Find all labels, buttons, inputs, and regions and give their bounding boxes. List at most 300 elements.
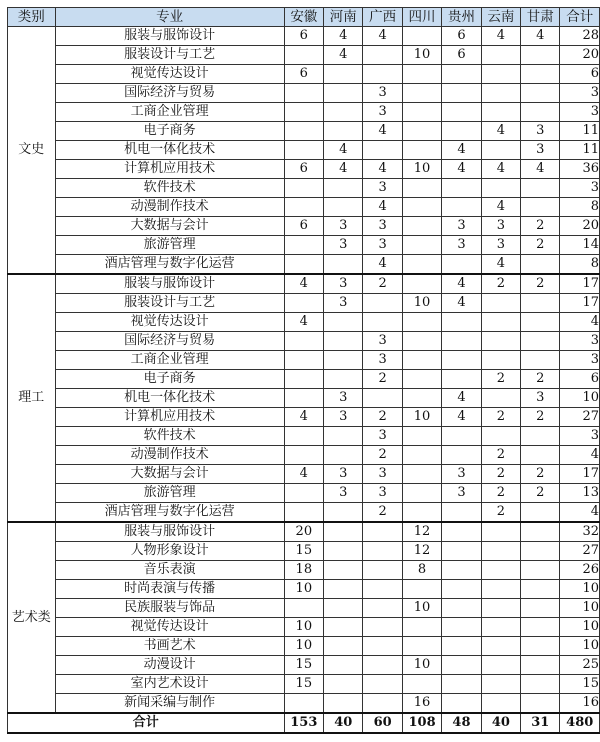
count-cell (521, 84, 560, 103)
count-cell (442, 179, 481, 198)
count-cell (363, 294, 402, 313)
count-cell: 4 (481, 255, 520, 275)
count-cell (402, 141, 441, 160)
count-cell (442, 198, 481, 217)
count-cell (324, 503, 363, 523)
count-cell (481, 65, 520, 84)
major-cell: 动漫制作技术 (55, 198, 284, 217)
count-cell: 4 (363, 122, 402, 141)
major-cell: 计算机应用技术 (55, 408, 284, 427)
count-cell (402, 675, 441, 694)
count-cell (284, 198, 323, 217)
count-cell (521, 332, 560, 351)
count-cell (324, 65, 363, 84)
count-cell (481, 694, 520, 714)
count-cell (442, 542, 481, 561)
count-cell (442, 370, 481, 389)
table-row (8, 179, 600, 198)
count-cell (324, 656, 363, 675)
count-cell (481, 675, 520, 694)
table-row (8, 351, 600, 370)
major-cell: 国际经济与贸易 (55, 84, 284, 103)
count-cell (442, 637, 481, 656)
count-cell (324, 351, 363, 370)
count-cell: 4 (442, 389, 481, 408)
count-cell (481, 637, 520, 656)
major-cell: 人物形象设计 (55, 542, 284, 561)
table-row (8, 313, 600, 332)
count-cell (442, 332, 481, 351)
count-cell: 4 (481, 198, 520, 217)
count-cell (284, 351, 323, 370)
row-total-cell: 10 (560, 599, 600, 618)
count-cell: 2 (481, 484, 520, 503)
count-cell (481, 580, 520, 599)
count-cell (324, 179, 363, 198)
major-cell: 酒店管理与数字化运营 (55, 255, 284, 275)
table-row (8, 522, 600, 542)
count-cell: 3 (363, 84, 402, 103)
count-cell: 2 (363, 370, 402, 389)
count-cell: 4 (481, 122, 520, 141)
count-cell (521, 599, 560, 618)
count-cell (521, 675, 560, 694)
table-row (8, 427, 600, 446)
row-total-cell: 10 (560, 580, 600, 599)
count-cell: 3 (363, 465, 402, 484)
count-cell: 2 (481, 408, 520, 427)
count-cell: 3 (442, 236, 481, 255)
count-cell (481, 294, 520, 313)
count-cell (284, 255, 323, 275)
major-cell: 大数据与会计 (55, 217, 284, 236)
major-cell: 时尚表演与传播 (55, 580, 284, 599)
count-cell (284, 236, 323, 255)
table-row (8, 637, 600, 656)
count-cell: 10 (402, 656, 441, 675)
count-cell: 4 (324, 27, 363, 46)
count-cell (521, 255, 560, 275)
table-row (8, 675, 600, 694)
count-cell: 3 (521, 122, 560, 141)
major-cell: 服装设计与工艺 (55, 46, 284, 65)
row-total-cell: 14 (560, 236, 600, 255)
major-cell: 视觉传达设计 (55, 618, 284, 637)
count-cell: 4 (363, 255, 402, 275)
count-cell (324, 580, 363, 599)
count-cell: 4 (324, 141, 363, 160)
count-cell: 3 (363, 427, 402, 446)
row-total-cell: 4 (560, 313, 600, 332)
count-cell (284, 332, 323, 351)
header-category: 类别 (8, 8, 56, 27)
count-cell (481, 46, 520, 65)
count-cell: 4 (521, 160, 560, 179)
major-cell: 国际经济与贸易 (55, 332, 284, 351)
count-cell: 3 (442, 484, 481, 503)
row-total-cell: 10 (560, 637, 600, 656)
row-total-cell: 10 (560, 618, 600, 637)
table-row (8, 141, 600, 160)
major-cell: 电子商务 (55, 370, 284, 389)
count-cell: 4 (363, 160, 402, 179)
row-total-cell: 8 (560, 255, 600, 275)
count-cell (402, 637, 441, 656)
count-cell (324, 618, 363, 637)
count-cell: 4 (324, 160, 363, 179)
table-row (8, 580, 600, 599)
count-cell (324, 255, 363, 275)
count-cell: 10 (402, 160, 441, 179)
count-cell: 3 (324, 294, 363, 313)
grand-total-cell: 40 (481, 713, 520, 733)
row-total-cell: 3 (560, 84, 600, 103)
count-cell: 4 (284, 465, 323, 484)
table-row (8, 618, 600, 637)
count-cell: 12 (402, 522, 441, 542)
count-cell (442, 618, 481, 637)
table-row (8, 294, 600, 313)
count-cell: 10 (284, 580, 323, 599)
count-cell (521, 580, 560, 599)
count-cell (402, 217, 441, 236)
row-total-cell: 27 (560, 408, 600, 427)
count-cell (324, 370, 363, 389)
count-cell (521, 65, 560, 84)
count-cell (402, 351, 441, 370)
count-cell: 4 (521, 27, 560, 46)
row-total-cell: 6 (560, 370, 600, 389)
major-cell: 工商企业管理 (55, 103, 284, 122)
count-cell: 2 (363, 446, 402, 465)
row-total-cell: 25 (560, 656, 600, 675)
count-cell (481, 332, 520, 351)
count-cell: 3 (442, 465, 481, 484)
count-cell (284, 141, 323, 160)
major-cell: 机电一体化技术 (55, 389, 284, 408)
row-total-cell: 26 (560, 561, 600, 580)
count-cell (284, 122, 323, 141)
enrollment-plan-table-wrapper (7, 7, 600, 734)
count-cell (521, 313, 560, 332)
count-cell: 4 (442, 294, 481, 313)
count-cell (402, 484, 441, 503)
count-cell (402, 236, 441, 255)
count-cell (442, 656, 481, 675)
count-cell (402, 389, 441, 408)
count-cell: 4 (442, 141, 481, 160)
count-cell (284, 389, 323, 408)
count-cell (284, 427, 323, 446)
count-cell: 4 (442, 160, 481, 179)
count-cell (521, 198, 560, 217)
count-cell: 4 (284, 408, 323, 427)
count-cell (324, 599, 363, 618)
count-cell: 3 (324, 465, 363, 484)
count-cell (442, 694, 481, 714)
count-cell (324, 446, 363, 465)
table-row (8, 446, 600, 465)
count-cell: 3 (324, 408, 363, 427)
count-cell (442, 65, 481, 84)
count-cell: 4 (442, 408, 481, 427)
count-cell (481, 522, 520, 542)
header-column: 贵州 (442, 8, 481, 27)
header-major: 专业 (55, 8, 284, 27)
table-row (8, 465, 600, 484)
count-cell (521, 179, 560, 198)
table-row (8, 122, 600, 141)
count-cell: 2 (481, 446, 520, 465)
count-cell: 6 (284, 217, 323, 236)
count-cell: 2 (363, 408, 402, 427)
grand-total-cell: 60 (363, 713, 402, 733)
grand-total-row (8, 713, 600, 733)
count-cell (442, 561, 481, 580)
count-cell: 2 (481, 274, 520, 294)
count-cell: 15 (284, 675, 323, 694)
count-cell (481, 656, 520, 675)
count-cell (521, 694, 560, 714)
count-cell (284, 694, 323, 714)
count-cell (481, 599, 520, 618)
row-total-cell: 13 (560, 484, 600, 503)
count-cell: 10 (402, 294, 441, 313)
count-cell (363, 618, 402, 637)
major-cell: 音乐表演 (55, 561, 284, 580)
count-cell (402, 65, 441, 84)
count-cell (324, 332, 363, 351)
count-cell (442, 84, 481, 103)
row-total-cell: 20 (560, 217, 600, 236)
count-cell (521, 46, 560, 65)
grand-total-cell: 108 (402, 713, 441, 733)
row-total-cell: 3 (560, 179, 600, 198)
row-total-cell: 17 (560, 294, 600, 313)
count-cell: 3 (324, 389, 363, 408)
count-cell: 8 (402, 561, 441, 580)
count-cell (481, 103, 520, 122)
major-cell: 大数据与会计 (55, 465, 284, 484)
count-cell (402, 274, 441, 294)
count-cell: 2 (521, 370, 560, 389)
major-cell: 工商企业管理 (55, 351, 284, 370)
major-cell: 旅游管理 (55, 236, 284, 255)
row-total-cell: 27 (560, 542, 600, 561)
count-cell (481, 618, 520, 637)
row-total-cell: 20 (560, 46, 600, 65)
table-row (8, 503, 600, 523)
count-cell (284, 599, 323, 618)
count-cell: 3 (363, 351, 402, 370)
table-body (8, 27, 600, 734)
count-cell: 2 (521, 465, 560, 484)
count-cell: 3 (481, 217, 520, 236)
count-cell (363, 599, 402, 618)
table-row (8, 255, 600, 275)
count-cell: 2 (481, 465, 520, 484)
header-column: 甘肃 (521, 8, 560, 27)
count-cell (481, 389, 520, 408)
count-cell: 4 (284, 274, 323, 294)
count-cell: 3 (363, 217, 402, 236)
count-cell: 3 (363, 179, 402, 198)
major-cell: 动漫设计 (55, 656, 284, 675)
row-total-cell: 17 (560, 465, 600, 484)
count-cell: 4 (324, 46, 363, 65)
count-cell (402, 427, 441, 446)
count-cell: 3 (363, 484, 402, 503)
count-cell (481, 427, 520, 446)
count-cell: 6 (442, 27, 481, 46)
count-cell: 6 (284, 160, 323, 179)
major-cell: 电子商务 (55, 122, 284, 141)
table-row (8, 103, 600, 122)
count-cell (402, 580, 441, 599)
count-cell (521, 503, 560, 523)
count-cell (442, 580, 481, 599)
table-row (8, 656, 600, 675)
row-total-cell: 17 (560, 274, 600, 294)
table-row (8, 389, 600, 408)
major-cell: 书画艺术 (55, 637, 284, 656)
count-cell (284, 46, 323, 65)
table-row (8, 217, 600, 236)
count-cell (324, 427, 363, 446)
count-cell: 12 (402, 542, 441, 561)
count-cell (402, 446, 441, 465)
count-cell (284, 103, 323, 122)
row-total-cell: 36 (560, 160, 600, 179)
count-cell: 4 (481, 27, 520, 46)
table-row (8, 370, 600, 389)
table-row (8, 332, 600, 351)
count-cell: 6 (442, 46, 481, 65)
grand-total-cell: 480 (560, 713, 600, 733)
table-row (8, 408, 600, 427)
count-cell (402, 332, 441, 351)
count-cell (402, 179, 441, 198)
count-cell (521, 561, 560, 580)
count-cell (521, 294, 560, 313)
count-cell (442, 427, 481, 446)
count-cell (481, 141, 520, 160)
count-cell: 2 (363, 503, 402, 523)
count-cell (363, 694, 402, 714)
count-cell (284, 294, 323, 313)
row-total-cell: 16 (560, 694, 600, 714)
count-cell: 6 (284, 27, 323, 46)
count-cell (324, 198, 363, 217)
grand-total-cell: 153 (284, 713, 323, 733)
count-cell: 4 (363, 198, 402, 217)
row-total-cell: 28 (560, 27, 600, 46)
count-cell (363, 141, 402, 160)
count-cell (324, 122, 363, 141)
count-cell (324, 694, 363, 714)
count-cell (363, 675, 402, 694)
count-cell (324, 84, 363, 103)
row-total-cell: 11 (560, 122, 600, 141)
count-cell: 2 (521, 484, 560, 503)
count-cell (402, 313, 441, 332)
count-cell: 15 (284, 656, 323, 675)
count-cell (521, 542, 560, 561)
count-cell (521, 351, 560, 370)
major-cell: 服装设计与工艺 (55, 294, 284, 313)
count-cell: 15 (284, 542, 323, 561)
count-cell (481, 542, 520, 561)
count-cell (521, 656, 560, 675)
count-cell: 2 (521, 274, 560, 294)
count-cell: 2 (521, 217, 560, 236)
count-cell (324, 675, 363, 694)
row-total-cell: 3 (560, 332, 600, 351)
row-total-cell: 11 (560, 141, 600, 160)
count-cell: 2 (363, 274, 402, 294)
header-column: 四川 (402, 8, 441, 27)
count-cell (284, 179, 323, 198)
table-row (8, 160, 600, 179)
table-row (8, 599, 600, 618)
count-cell (402, 370, 441, 389)
count-cell (363, 656, 402, 675)
count-cell: 4 (284, 313, 323, 332)
count-cell (442, 351, 481, 370)
count-cell (442, 675, 481, 694)
count-cell (324, 561, 363, 580)
count-cell (481, 561, 520, 580)
count-cell (402, 103, 441, 122)
count-cell (402, 618, 441, 637)
table-row (8, 484, 600, 503)
count-cell: 16 (402, 694, 441, 714)
count-cell: 20 (284, 522, 323, 542)
count-cell (324, 542, 363, 561)
row-total-cell: 32 (560, 522, 600, 542)
table-row (8, 84, 600, 103)
category-cell: 艺术类 (8, 522, 56, 713)
count-cell: 3 (363, 236, 402, 255)
count-cell (481, 313, 520, 332)
count-cell: 3 (363, 103, 402, 122)
count-cell: 2 (521, 236, 560, 255)
count-cell: 3 (481, 236, 520, 255)
count-cell (481, 179, 520, 198)
header-row (8, 8, 600, 27)
count-cell (284, 370, 323, 389)
count-cell (521, 446, 560, 465)
count-cell: 3 (324, 274, 363, 294)
count-cell (402, 122, 441, 141)
major-cell: 软件技术 (55, 427, 284, 446)
count-cell (402, 503, 441, 523)
count-cell: 3 (363, 332, 402, 351)
count-cell (521, 522, 560, 542)
count-cell: 4 (442, 274, 481, 294)
grand-total-cell: 40 (324, 713, 363, 733)
row-total-cell: 3 (560, 427, 600, 446)
count-cell (442, 503, 481, 523)
major-cell: 动漫制作技术 (55, 446, 284, 465)
count-cell (521, 103, 560, 122)
count-cell: 2 (481, 503, 520, 523)
major-cell: 视觉传达设计 (55, 313, 284, 332)
count-cell: 3 (324, 484, 363, 503)
category-cell: 文史 (8, 27, 56, 275)
row-total-cell: 3 (560, 351, 600, 370)
header-column: 安徽 (284, 8, 323, 27)
